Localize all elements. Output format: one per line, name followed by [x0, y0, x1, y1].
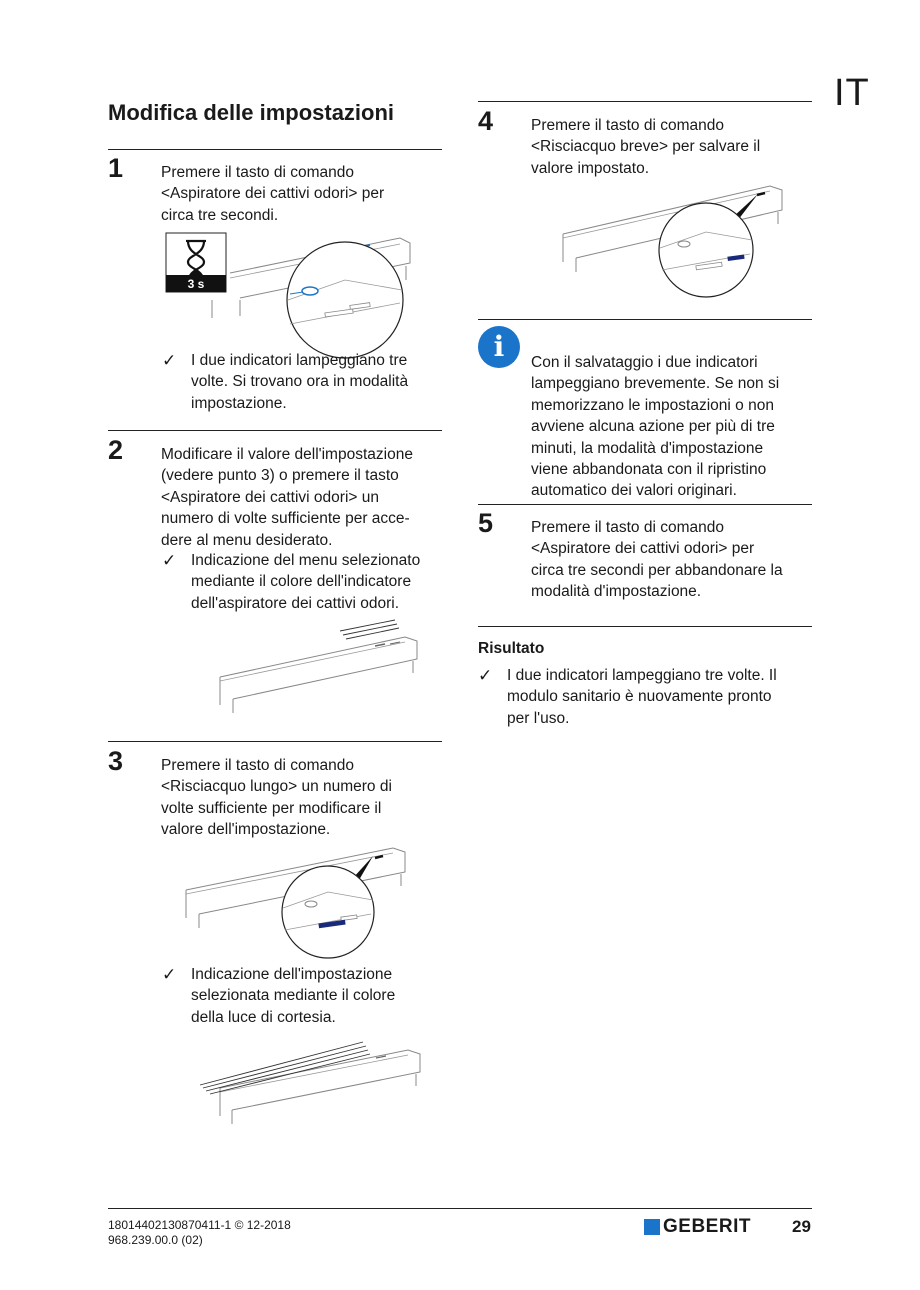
- info-line: memorizzano le impostazioni o non: [531, 396, 774, 414]
- result-line: Indicazione del menu selezionato: [191, 552, 421, 569]
- step-3-line: valore dell'impostazione.: [161, 821, 331, 839]
- brand-logo: GEBERIT: [663, 1216, 751, 1237]
- step-number: 3: [108, 746, 124, 776]
- brand-square-icon: [644, 1219, 660, 1235]
- section-divider: [478, 319, 812, 320]
- page-title: Modifica delle impostazioni: [108, 100, 395, 125]
- step-2-text: [161, 444, 446, 551]
- doc-number: 968.239.00.0 (02): [108, 1232, 203, 1247]
- step-1-result: [162, 350, 442, 414]
- step-2-line: Modificare il valore dell'impostazione: [161, 446, 413, 463]
- result-line: della luce di cortesia.: [191, 1008, 336, 1026]
- info-icon: i: [478, 326, 520, 368]
- step-4-line: <Risciacquo breve> per salvare il: [531, 138, 761, 156]
- result-line: Indicazione dell'impostazione: [191, 966, 393, 983]
- step-2-result: [162, 550, 447, 614]
- checkmark-icon: ✓: [478, 666, 493, 685]
- zoom-circle: [282, 866, 374, 958]
- info-line: lampeggiano brevemente. Se non si: [531, 375, 780, 393]
- step-4-text: [531, 115, 816, 179]
- section-divider: [108, 741, 442, 742]
- section-divider: [108, 149, 442, 150]
- result-line: per l'uso.: [507, 709, 570, 727]
- step-4-line: valore impostato.: [531, 159, 650, 177]
- result-line: selezionata mediante il colore: [191, 987, 396, 1005]
- step-5-line: modalità d'impostazione.: [531, 583, 702, 601]
- step-1-illustration: [160, 228, 430, 348]
- footer-divider: [108, 1208, 812, 1209]
- result-line: impostazione.: [191, 394, 287, 412]
- step-3-line: volte sufficiente per modificare il: [161, 799, 382, 817]
- step-5-line: circa tre secondi per abbandonare la: [531, 561, 783, 579]
- step-3-illustration: [183, 840, 413, 960]
- section-divider: [478, 626, 812, 627]
- odor-extractor-button-icon: [302, 287, 318, 295]
- step-5-line: <Aspiratore dei cattivi odori> per: [531, 540, 755, 558]
- step-5-line: Premere il tasto di comando: [531, 519, 724, 536]
- result-line: I due indicatori lampeggiano tre volte. Il: [507, 667, 777, 684]
- step-number: 2: [108, 435, 124, 465]
- doc-code: 18014402130870411-1 © 12-2018: [108, 1218, 291, 1232]
- step-number: 4: [478, 106, 494, 136]
- result-line: modulo sanitario è nuovamente pronto: [507, 688, 772, 706]
- courtesy-light-illustration: [198, 1038, 428, 1128]
- step-2-line: (vedere punto 3) o premere il tasto: [161, 467, 399, 485]
- step-5-text: [531, 517, 816, 603]
- language-tag: IT: [834, 72, 870, 114]
- checkmark-icon: ✓: [162, 551, 177, 570]
- step-2-illustration: [215, 615, 425, 715]
- step-2-line: <Aspiratore dei cattivi odori> un: [161, 488, 379, 506]
- step-4-illustration: [560, 178, 790, 300]
- section-divider: [478, 504, 812, 505]
- step-3-result: [162, 964, 442, 1028]
- step-2-line: dere al menu desiderato.: [161, 531, 333, 549]
- result-line: I due indicatori lampeggiano tre: [191, 352, 408, 369]
- checkmark-icon: ✓: [162, 965, 177, 984]
- section-divider: [108, 430, 442, 431]
- info-line: avviene alcuna azione per più di tre: [531, 418, 775, 436]
- info-line: automatico dei valori originari.: [531, 482, 737, 500]
- final-result: [478, 665, 812, 729]
- step-1-line: circa tre secondi.: [161, 206, 279, 224]
- result-line: mediante il colore dell'indicatore: [191, 573, 412, 591]
- step-number: 5: [478, 508, 494, 538]
- zoom-circle: [659, 203, 753, 297]
- info-text: [531, 352, 816, 502]
- info-line: Con il salvataggio i due indicatori: [531, 354, 758, 371]
- step-2-line: numero di volte sufficiente per acce-: [161, 510, 410, 528]
- step-1-text: [161, 162, 446, 226]
- zoom-circle: [287, 242, 403, 358]
- step-4-line: Premere il tasto di comando: [531, 117, 724, 134]
- result-line: dell'aspiratore dei cattivi odori.: [191, 594, 400, 612]
- step-3-line: <Risciacquo lungo> un numero di: [161, 778, 392, 796]
- result-line: volte. Si trovano ora in modalità: [191, 373, 409, 391]
- footer-doc-info: [108, 1218, 291, 1247]
- step-1-line: Premere il tasto di comando: [161, 164, 354, 181]
- result-heading: Risultato: [478, 640, 545, 657]
- page-number: 29: [792, 1217, 811, 1236]
- step-number: 1: [108, 153, 124, 183]
- info-line: minuti, la modalità d'impostazione: [531, 439, 764, 457]
- step-3-line: Premere il tasto di comando: [161, 757, 354, 774]
- timer-label: 3 s: [187, 277, 205, 291]
- step-3-text: [161, 755, 446, 841]
- checkmark-icon: ✓: [162, 351, 177, 370]
- section-divider: [478, 101, 812, 102]
- info-line: viene abbandonata con il ripristino: [531, 461, 767, 479]
- step-1-line: <Aspiratore dei cattivi odori> per: [161, 185, 385, 203]
